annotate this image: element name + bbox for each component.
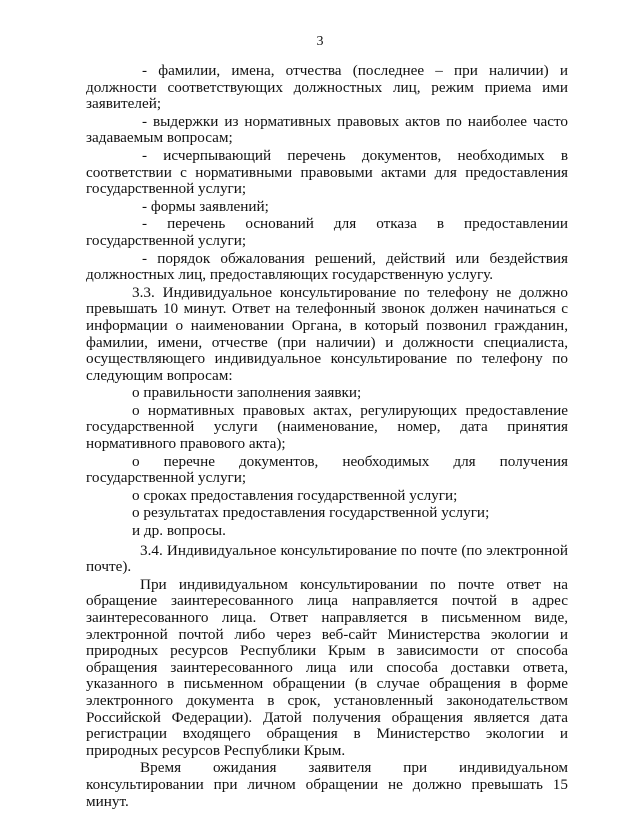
document-body <box>86 63 568 811</box>
topic-application-correctness: о правильности заполнения заявки; <box>132 384 362 402</box>
list-item-legal-excerpts: - выдержки из нормативных правовых актов по наиболее часто задаваемым вопросам; <box>86 112 568 147</box>
section-3-3-paragraph: 3.3. Индивидуальное консультирование по телефону не должно превышать 10 минут. Ответ на телефонный звонок должен начинаться с информации о наименовании Органа, в который позвонил гражданин, фамилии, имени, отчестве (при наличии) и должности специалиста, осуществляющего индивидуальное консультирование по телефону по следующим вопросам: <box>86 283 568 384</box>
list-item-officials: - фамилии, имена, отчества (последнее – при наличии) и должности соответствующих должностных лиц, режим приема ими заявителей; <box>86 62 568 113</box>
topic-deadlines: о сроках предоставления государственной услуги; <box>132 486 458 504</box>
list-item-documents-list: - исчерпывающий перечень документов, необходимых в соответствии с нормативными правовыми актами для предоставления государственной услуги; <box>86 146 568 198</box>
topic-legal-acts: о нормативных правовых актах, регулирующих предоставление государственной услуги (наименование, номер, дата принятия нормативного правового акта); <box>86 401 568 453</box>
list-item-appeal-procedure: - порядок обжалования решений, действий или бездействия должностных лиц, предоставляющих государственную услугу. <box>86 249 568 284</box>
topic-results: о результатах предоставления государственной услуги; <box>132 504 490 522</box>
list-item-application-forms: - формы заявлений; <box>142 197 269 215</box>
page-number: 3 <box>316 34 324 49</box>
topic-documents: о перечне документов, необходимых для получения государственной услуги; <box>86 452 568 487</box>
section-3-4-heading: 3.4. Индивидуальное консультирование по почте (по электронной почте). <box>86 541 568 576</box>
mail-consultation-paragraph: При индивидуальном консультировании по почте ответ на обращение заинтересованного лица направляется почтой в адрес заинтересованного лица. Ответ направляется в письменном виде, электронной почтой либо через веб-сайт Министерства экологии и природных ресурсов Республики Крым в зависимости от способа обращения заинтересованного лица или способа доставки ответа, указанного в письменном обращении (в случае обращения в форме электронного документа в срок, установленный законодательством Российской Федерации). Датой получения обращения является дата регистрации входящего обращения в Министерство экологии и природных ресурсов Республики Крым. <box>86 575 568 759</box>
waiting-time-paragraph: Время ожидания заявителя при индивидуальном консультировании при личном обращении не должно превышать 15 минут. <box>86 759 568 810</box>
list-item-refusal-grounds: - перечень оснований для отказа в предоставлении государственной услуги; <box>86 215 568 249</box>
topic-other: и др. вопросы. <box>132 522 226 540</box>
